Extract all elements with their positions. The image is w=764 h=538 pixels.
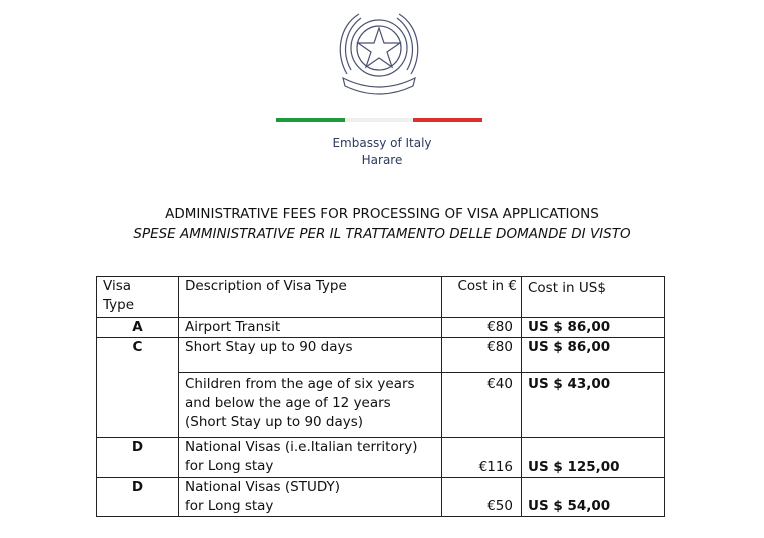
cost-usd: US $ 125,00 (522, 438, 665, 478)
description: Airport Transit (179, 318, 442, 338)
embassy-name: Embassy of Italy (332, 136, 432, 150)
description: Short Stay up to 90 days (179, 338, 442, 373)
cost-usd: US $ 86,00 (522, 318, 665, 338)
visa-type: D (97, 478, 179, 517)
cost-usd: US $ 86,00 (522, 338, 665, 373)
cost-eur: €80 (442, 338, 522, 373)
description: Children from the age of six years and below the age of 12 years (Short Stay up to 90 days) (179, 373, 442, 438)
flag-green-bar (276, 118, 345, 122)
visa-fees-table (96, 276, 665, 517)
italian-republic-emblem (333, 4, 425, 102)
cost-eur: €116 (442, 438, 522, 478)
header-description: Description of Visa Type (179, 277, 442, 318)
visa-type: C (97, 338, 179, 438)
description: National Visas (i.e.Italian territory) for Long stay (179, 438, 442, 478)
cost-usd: US $ 54,00 (522, 478, 665, 517)
table-row (97, 478, 665, 517)
header-visa-type: Visa Type (97, 277, 179, 318)
table-row (97, 318, 665, 338)
title-italian: SPESE AMMINISTRATIVE PER IL TRATTAMENTO DELLE DOMANDE DI VISTO (133, 226, 631, 242)
table-row (97, 438, 665, 478)
visa-type: A (97, 318, 179, 338)
table-header-row (97, 277, 665, 318)
embassy-city: Harare (361, 153, 403, 167)
visa-type: D (97, 438, 179, 478)
cost-eur: €50 (442, 478, 522, 517)
cost-usd: US $ 43,00 (522, 373, 665, 438)
header-cost-eur: Cost in € (442, 277, 522, 318)
flag-white-bar (345, 118, 413, 122)
table-row (97, 373, 665, 438)
cost-eur: €80 (442, 318, 522, 338)
description: National Visas (STUDY) for Long stay (179, 478, 442, 517)
header-cost-usd: Cost in US$ (522, 277, 665, 318)
title-english: ADMINISTRATIVE FEES FOR PROCESSING OF VISA APPLICATIONS (165, 206, 599, 222)
cost-eur: €40 (442, 373, 522, 438)
flag-red-bar (413, 118, 482, 122)
table-row (97, 338, 665, 373)
